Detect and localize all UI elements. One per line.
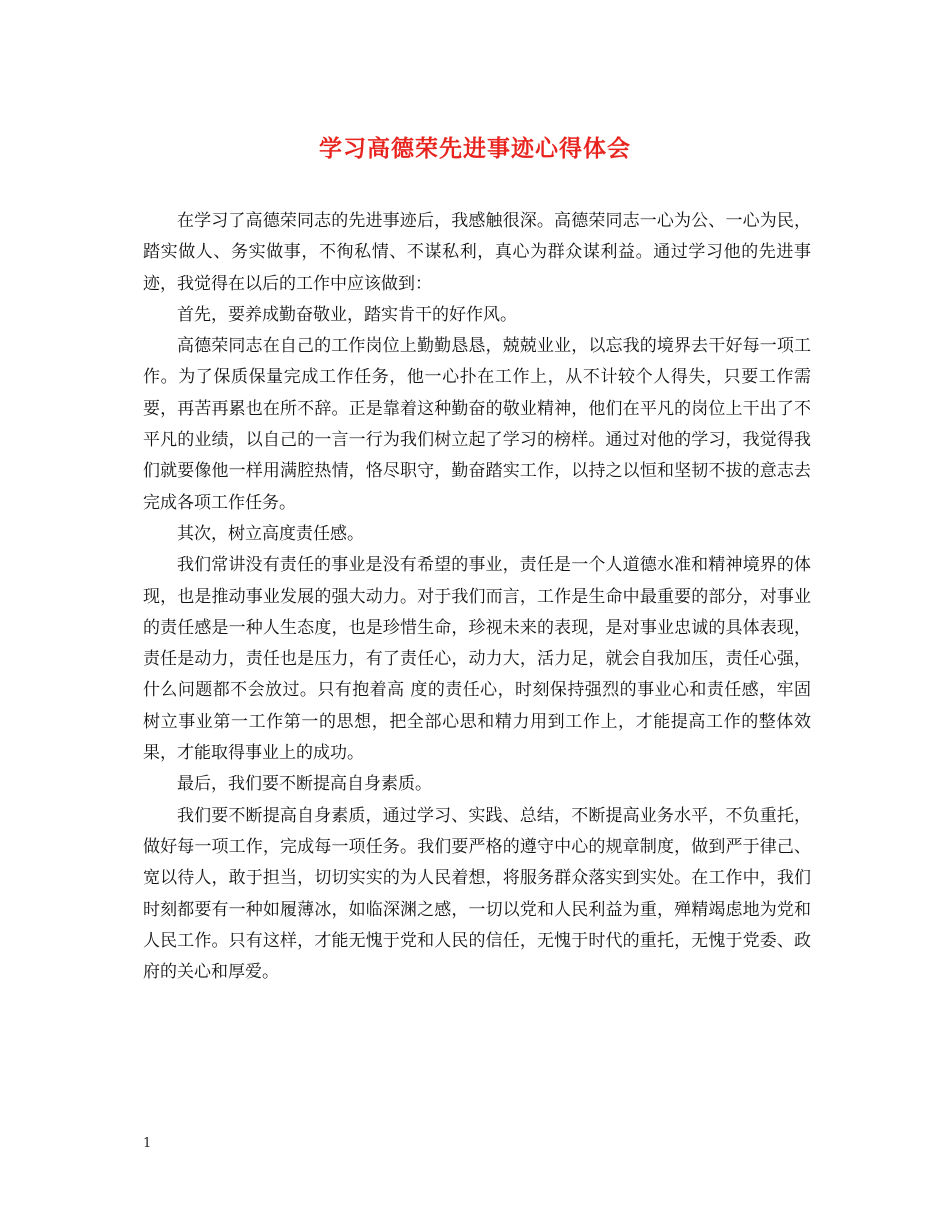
paragraph-heading-first: 首先，要养成勤奋敬业，踏实肯干的好作风。 [177, 304, 517, 325]
paragraph-first-body: 高德荣同志在自己的工作岗位上勤勤恳恳，兢兢业业，以忘我的境界去干好每一项工作。为了保质保量完成工作任务，他一心扑在工作上，从不计较个人得失，只要工作需要，再苦再累也在所不辞。正是靠着这种勤奋的敬业精神，他们在平凡的岗位上干出了不平凡的业绩，以自己的一言一行为我们树立起了学习的榜样。通过对他的学习，我觉得我们就要像他一样用满腔热情，恪尽职守，勤奋踏实工作，以持之以恒和坚韧不拔的意志去完成各项工作任务。 [143, 336, 811, 513]
document-body [143, 206, 811, 988]
paragraph-heading-second: 其次，树立高度责任感。 [177, 523, 364, 544]
paragraph-intro: 在学习了高德荣同志的先进事迹后，我感触很深。高德荣同志一心为公、一心为民，踏实做人、务实做事，不徇私情、不谋私利，真心为群众谋利益。通过学习他的先进事迹，我觉得在以后的工作中应该做到： [143, 211, 811, 294]
page-number: 1 [143, 1136, 152, 1151]
document-title: 学习高德荣先进事迹心得体会 [319, 136, 631, 162]
paragraph-heading-last: 最后，我们要不断提高自身素质。 [177, 774, 432, 795]
paragraph-last-body: 我们要不断提高自身素质，通过学习、实践、总结，不断提高业务水平，不负重托，做好每一项工作，完成每一项任务。我们要严格的遵守中心的规章制度，做到严于律己、宽以待人，敢于担当，切切实实的为人民着想，将服务群众落实到实处。在工作中，我们时刻都要有一种如履薄冰，如临深渊之感，一切以党和人民利益为重，殚精竭虑地为党和人民工作。只有这样，才能无愧于党和人民的信任，无愧于时代的重托，无愧于党委、政府的关心和厚爱。 [143, 805, 811, 983]
paragraph-second-body: 我们常讲没有责任的事业是没有希望的事业，责任是一个人道德水准和精神境界的体现，也是推动事业发展的强大动力。对于我们而言，工作是生命中最重要的部分，对事业的责任感是一种人生态度，也是珍惜生命，珍视未来的表现，是对事业忠诚的具体表现，责任是动力，责任也是压力，有了责任心，动力大，活力足，就会自我加压，责任心强，什么问题都不会放过。只有抱着高 度的责任心，时刻保持强烈的事业心和责任感，牢固树立事业第一工作第一的思想，把全部心思和精力用到工作上，才能提高工作的整体效果，才能取得事业上的成功。 [143, 555, 811, 764]
